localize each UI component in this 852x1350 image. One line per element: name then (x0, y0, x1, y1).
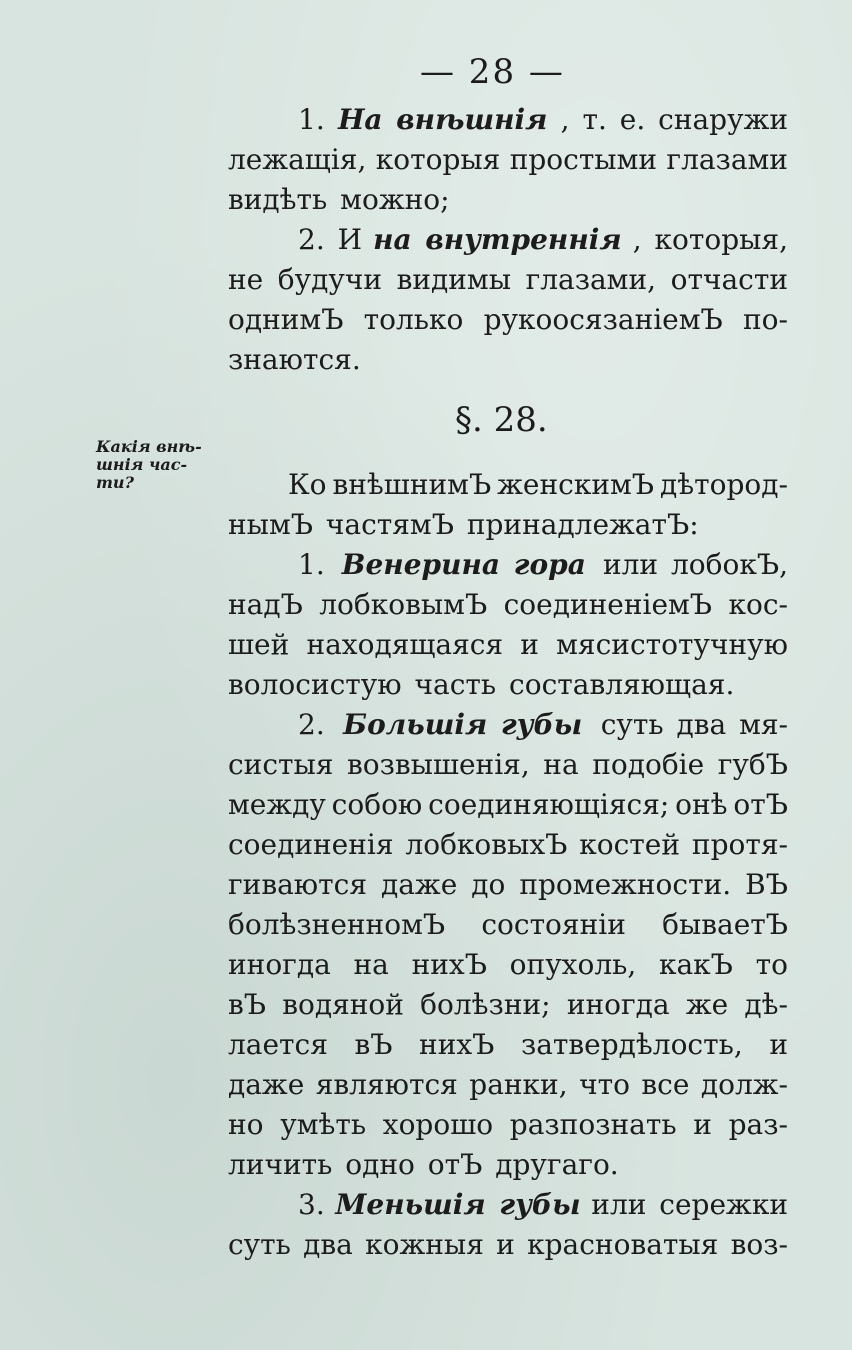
line-suffix: или лобокЪ, (602, 548, 788, 581)
text-line (228, 985, 788, 1025)
word: между (228, 788, 326, 821)
word: воз- (730, 1228, 788, 1261)
word: умѣть (280, 1108, 367, 1141)
line-text: нымЪ частямЪ принадлежатЪ: (228, 508, 699, 541)
text-line (228, 585, 788, 625)
line-text: личить одно отЪ другаго. (228, 1148, 619, 1181)
line-prefix: 2. (298, 708, 325, 741)
text-line (228, 1225, 788, 1265)
word: глазами, (525, 263, 657, 296)
word: даже (381, 868, 458, 901)
line-text: видѣть можно; (228, 183, 450, 216)
word: костей (579, 828, 681, 861)
word: вЪ (228, 988, 267, 1021)
word: вЪ (354, 1028, 393, 1061)
word: что (579, 1068, 630, 1101)
text-line (228, 220, 788, 260)
text-line (228, 625, 788, 665)
word: красноватыя (527, 1228, 719, 1261)
word: дѣ- (744, 988, 788, 1021)
text-line (228, 945, 788, 985)
word: соединеніемЪ (503, 588, 713, 621)
word: соединяющіяся; (428, 788, 670, 821)
word: и (769, 1028, 788, 1061)
text-line (228, 1185, 788, 1225)
word: мясистотучную (556, 628, 788, 661)
line-prefix: 1. (298, 548, 325, 581)
margin-note-line: ти? (96, 473, 134, 492)
text-line (228, 260, 788, 300)
text-line (228, 1105, 788, 1145)
word: все (641, 1068, 690, 1101)
margin-note-line: шнія час- (96, 455, 188, 474)
word: соединенія (228, 828, 394, 861)
word: глазами (666, 143, 788, 176)
text-line (228, 745, 788, 785)
word: бываетЪ (662, 908, 788, 941)
page-number: — 28 — (420, 52, 565, 92)
word: кожныя (365, 1228, 484, 1261)
word: протя- (691, 828, 788, 861)
word: и (520, 628, 539, 661)
line-text: волосистую часть составляющая. (228, 668, 735, 701)
text-line (228, 465, 788, 505)
word: суть (228, 1228, 291, 1261)
word: будучи (277, 263, 383, 296)
word: водяной (282, 988, 404, 1021)
word: лобковымЪ (319, 588, 488, 621)
word: дѣтород- (660, 468, 788, 501)
word: же (685, 988, 729, 1021)
word: хорошо (382, 1108, 494, 1141)
margin-note-line: Какія внѣ- (96, 437, 202, 456)
word: лежащія, (228, 143, 367, 176)
section-heading: §. 28. (455, 400, 548, 440)
italic-term: Венерина гора (341, 548, 586, 581)
word: ранки, (469, 1068, 568, 1101)
word: болѣзненномЪ (228, 908, 446, 941)
word: раз- (728, 1108, 788, 1141)
word: болѣзни; (420, 988, 551, 1021)
word: на (353, 948, 389, 981)
line-suffix: , т. е. снаружи (560, 103, 788, 136)
word: то (755, 948, 788, 981)
word: до (471, 868, 506, 901)
word: не (228, 263, 264, 296)
word: состояніи (481, 908, 626, 941)
word: какЪ (658, 948, 733, 981)
word: но (228, 1108, 264, 1141)
word: опухоль, (509, 948, 637, 981)
word: иногда (228, 948, 331, 981)
text-line (228, 705, 788, 745)
word: подобіе (592, 748, 705, 781)
word: видимы (396, 263, 511, 296)
text-line (228, 545, 788, 585)
line-prefix: 3. (298, 1188, 325, 1221)
word: Ко (288, 468, 327, 501)
line-text: знаются. (228, 343, 361, 376)
line-suffix: суть два мя- (600, 708, 788, 741)
text-block-lower (228, 465, 788, 1265)
word: даже (228, 1068, 305, 1101)
word: лобковыхЪ (405, 828, 568, 861)
word: нихЪ (419, 1028, 495, 1061)
word: ВЪ (745, 868, 788, 901)
text-line (228, 180, 788, 220)
word: которыя (375, 143, 501, 176)
line-prefix: 1. (298, 103, 325, 136)
word: надЪ (228, 588, 303, 621)
word: однимЪ (228, 303, 344, 336)
word: рукоосязаніемЪ (483, 303, 723, 336)
text-line (228, 665, 788, 705)
text-line (228, 1065, 788, 1105)
word: отчасти (670, 263, 788, 296)
word: являются (315, 1068, 458, 1101)
word: собою (331, 788, 423, 821)
word: только (363, 303, 464, 336)
word: лается (228, 1028, 328, 1061)
word: внѣшнимЪ (332, 468, 492, 501)
text-line (228, 865, 788, 905)
word: долж- (700, 1068, 788, 1101)
word: онѣ (675, 788, 728, 821)
word: по- (743, 303, 788, 336)
text-line (228, 300, 788, 340)
line-prefix: 2. И (298, 223, 363, 256)
text-line (228, 340, 788, 380)
word: систыя (228, 748, 334, 781)
word: и (496, 1228, 515, 1261)
text-block-upper (228, 100, 788, 380)
margin-note (96, 438, 226, 492)
word: кос- (728, 588, 788, 621)
line-suffix: или сережки (591, 1188, 788, 1221)
text-line (228, 1145, 788, 1185)
word: разпознать (509, 1108, 677, 1141)
text-line (228, 905, 788, 945)
italic-term: На внѣшнія (337, 103, 548, 136)
word: гиваются (228, 868, 368, 901)
text-line (228, 100, 788, 140)
italic-term: на внутреннія (373, 223, 622, 256)
text-line (228, 825, 788, 865)
word: иногда (566, 988, 670, 1021)
word: находящаяся (306, 628, 504, 661)
text-line (228, 140, 788, 180)
word: женскимЪ (497, 468, 655, 501)
word: на (543, 748, 579, 781)
word: отЪ (733, 788, 788, 821)
text-line (228, 505, 788, 545)
word: возвышенія, (347, 748, 530, 781)
word: и (693, 1108, 712, 1141)
word: нихЪ (411, 948, 487, 981)
word: простыми (509, 143, 658, 176)
word: затвердѣлость, (520, 1028, 743, 1061)
word: два (303, 1228, 353, 1261)
word: промежности. (519, 868, 732, 901)
text-line (228, 1025, 788, 1065)
word: губЪ (717, 748, 788, 781)
italic-term: Большія губы (343, 708, 583, 741)
italic-term: Меньшія губы (335, 1188, 581, 1221)
word: шей (228, 628, 290, 661)
text-line (228, 785, 788, 825)
line-suffix: , которыя, (632, 223, 788, 256)
